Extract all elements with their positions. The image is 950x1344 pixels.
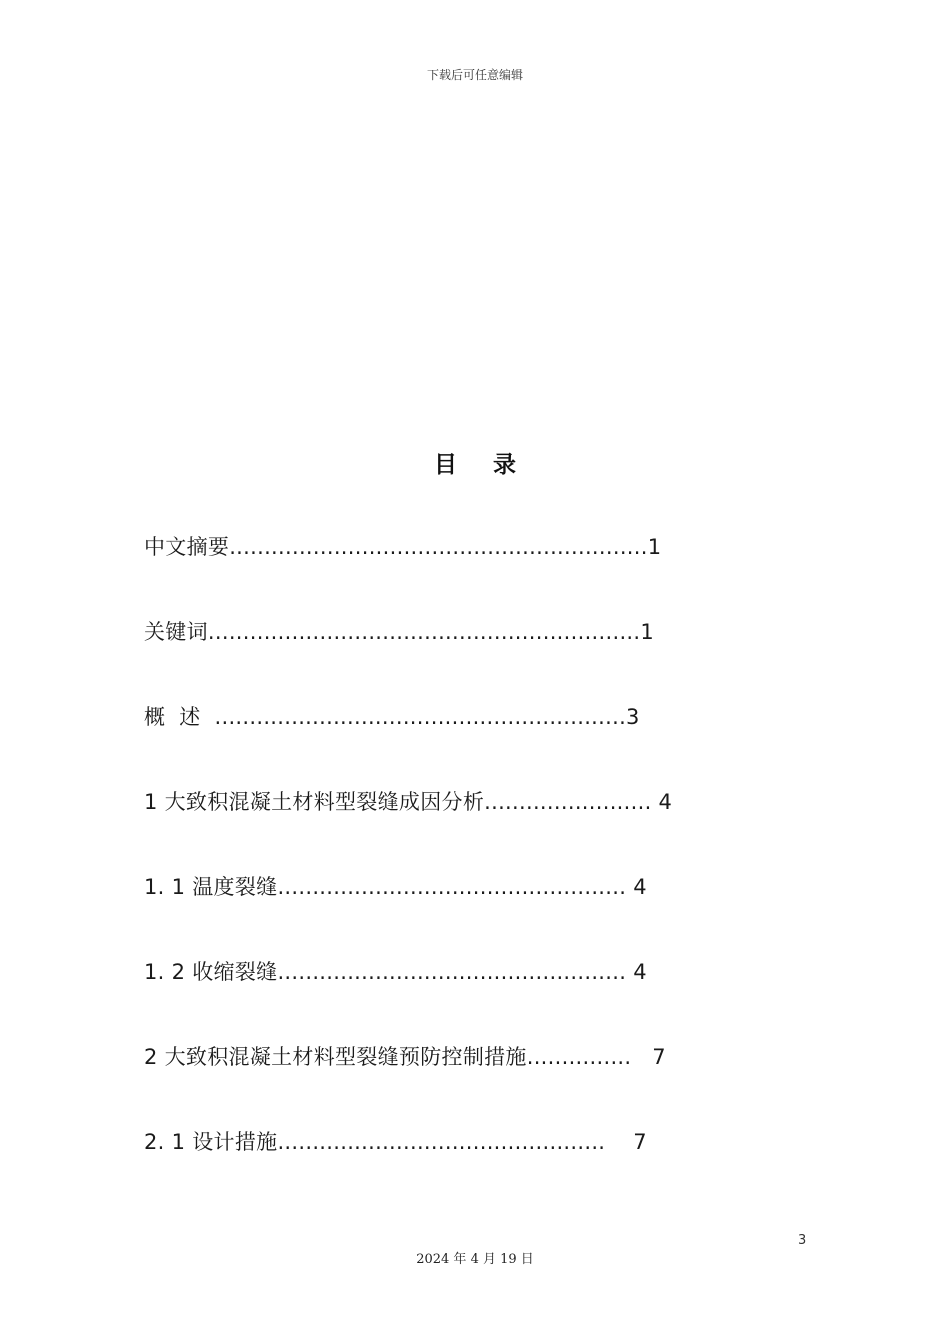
toc-entry-page: 4 [658,790,673,814]
toc-entry-page: 1 [647,535,662,559]
toc-entry[interactable] [144,785,824,870]
page-footer-date: 2024 年 4 月 19 日 [416,1252,534,1267]
toc-entry-text: 1 大致积混凝土材料型裂缝成因分析........................ [144,790,659,814]
toc-entry-page: 3 [626,705,640,729]
toc-entry-text: 1. 2 收缩裂缝.................................................. [144,960,634,984]
toc-entry[interactable] [144,955,824,1040]
toc-entry[interactable] [144,700,824,785]
toc-entry-text: 关键词.............................................................. [144,620,641,644]
toc-entry[interactable] [144,1125,824,1210]
toc-entry-page: 7 [652,1045,666,1069]
toc-entry[interactable] [144,615,824,700]
toc-entry-text: 2. 1 设计措施............................................... [144,1130,634,1154]
toc-entry-page: 7 [633,1130,647,1154]
toc-entry-text: 2 大致积混凝土材料型裂缝预防控制措施............... [144,1045,653,1069]
page-number: 3 [798,1233,807,1248]
toc-entry[interactable] [144,530,824,615]
toc-entry-page: 1 [640,620,655,644]
toc-entry-text: 中文摘要............................................................ [144,535,648,559]
toc-title: 目 录 [433,452,530,478]
toc-entry-text: 1. 1 温度裂缝.................................................. [144,875,634,899]
toc-entry-page: 4 [633,960,647,984]
toc-entry-text: 概 述 ........................................................... [144,705,627,729]
table-of-contents [144,530,824,1210]
toc-entry[interactable] [144,1040,824,1125]
page-header: 下载后可任意编辑 [426,68,523,82]
toc-entry-page: 4 [633,875,647,899]
toc-entry[interactable] [144,870,824,955]
